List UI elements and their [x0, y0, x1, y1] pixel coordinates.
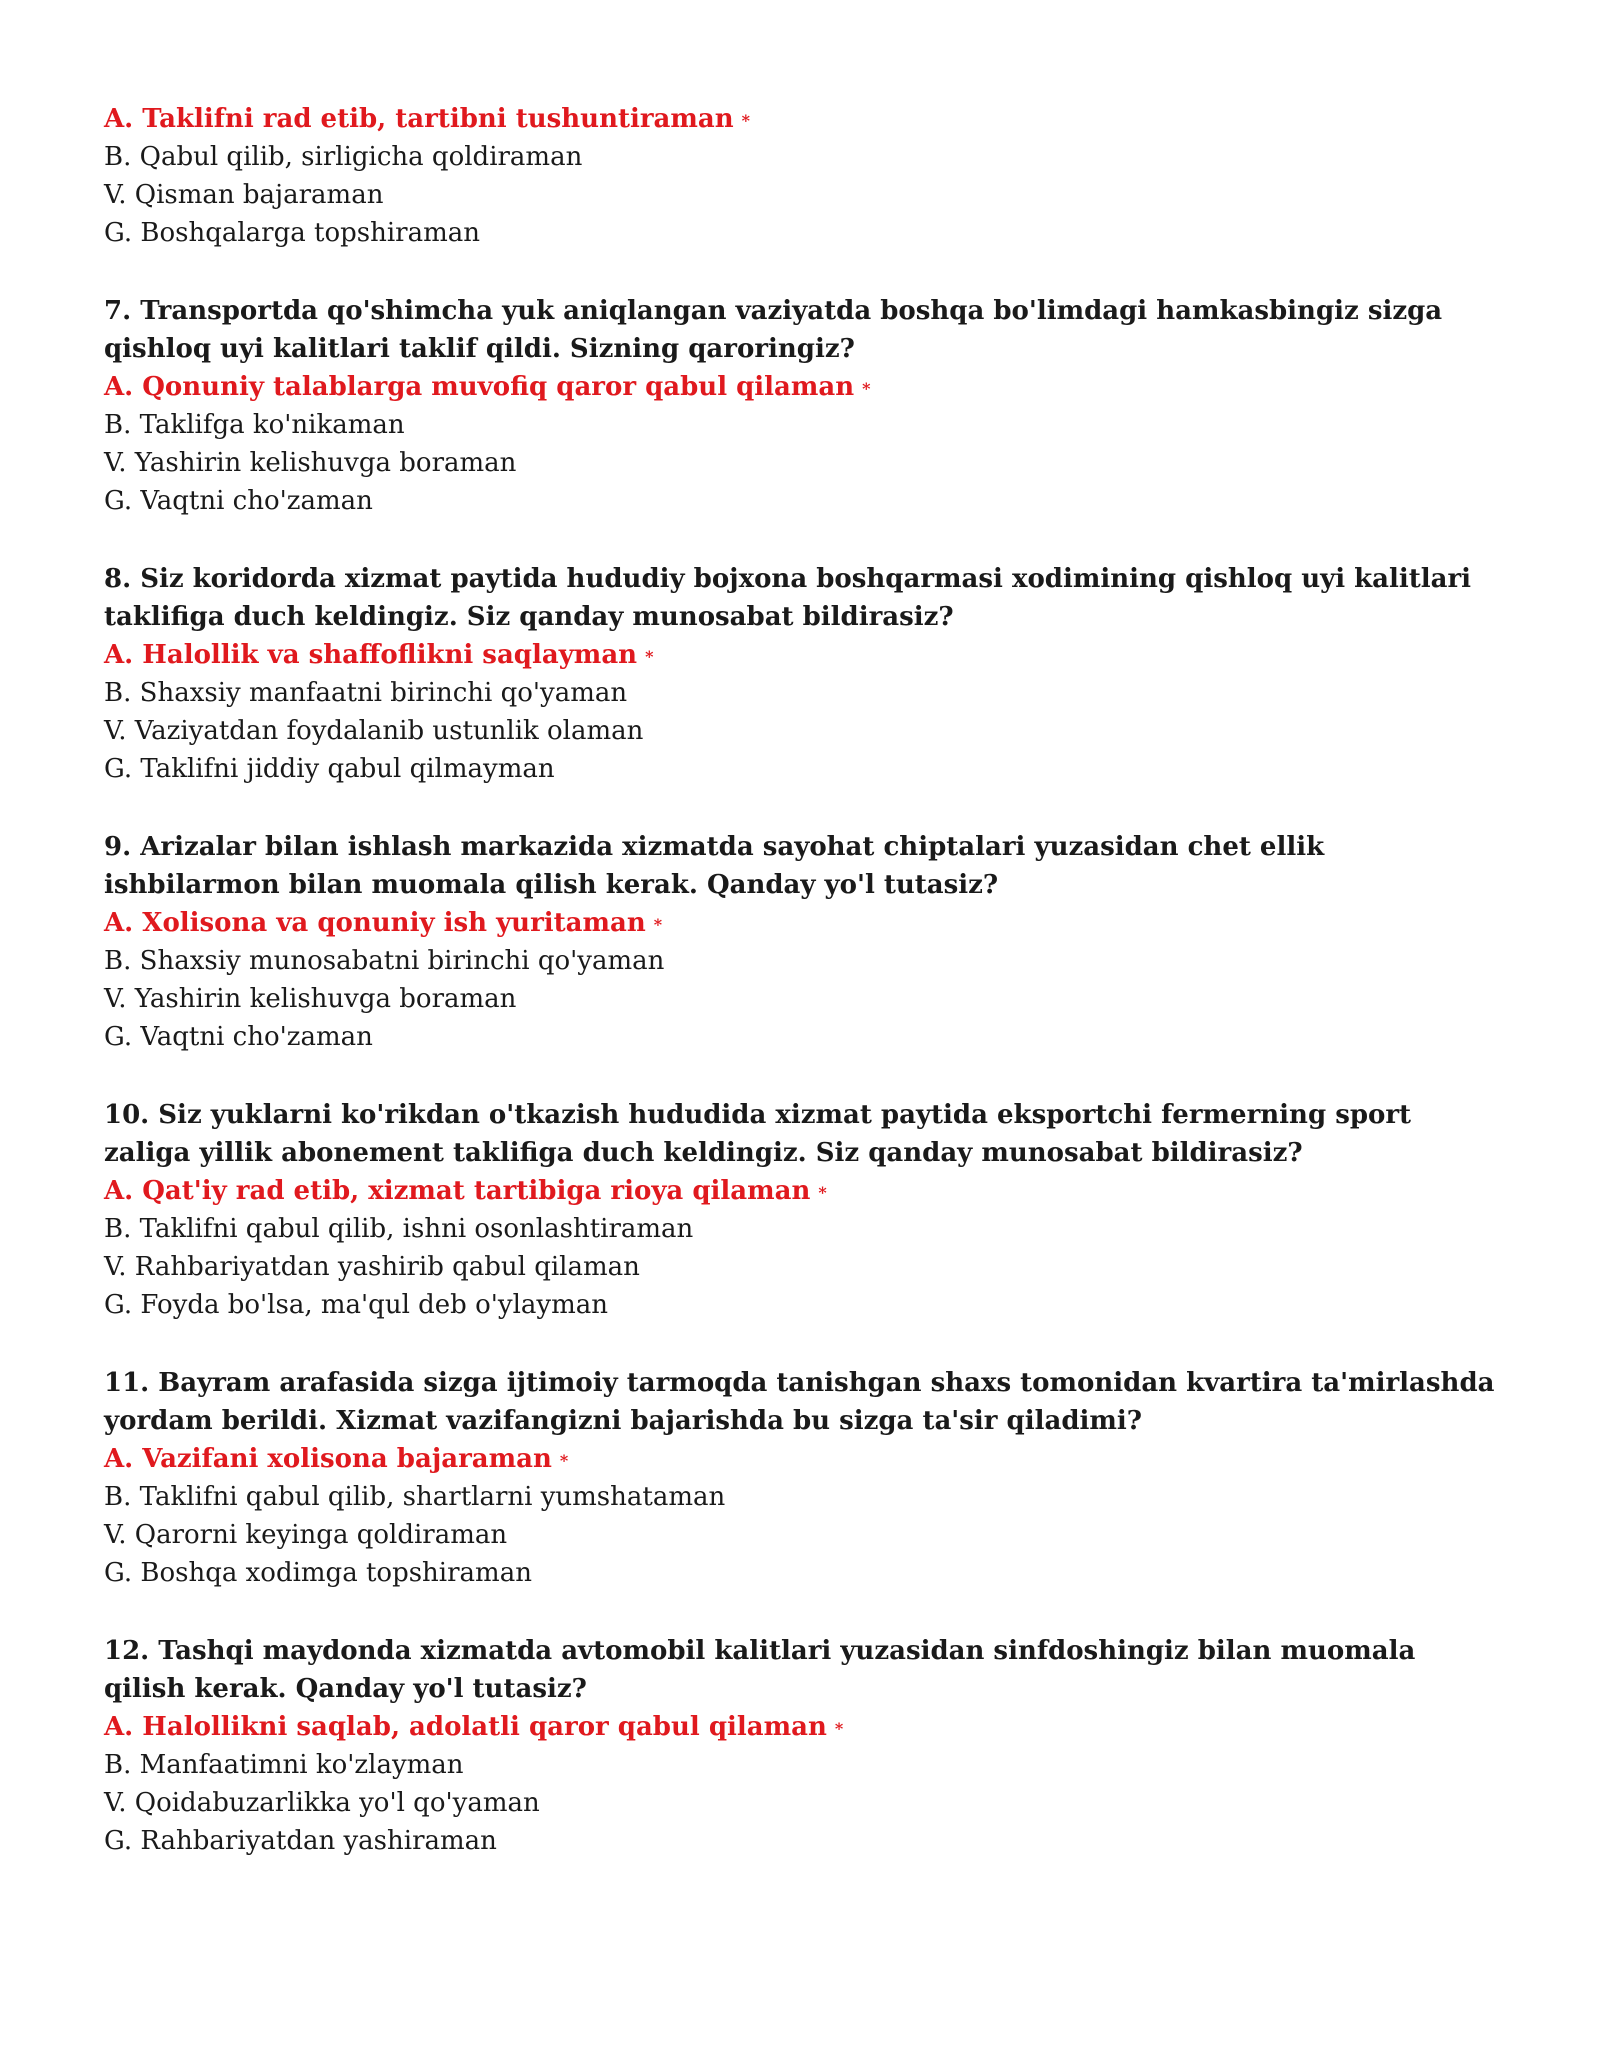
- correct-marker: *: [834, 1719, 844, 1738]
- question-text: 10. Siz yuklarni ko'rikdan o'tkazish hududida xizmat paytida eksportchi fermerning sport zaliga yillik abonement taklifiga duch keldingiz. Siz qanday munosabat bildirasiz?: [104, 1100, 1412, 1168]
- correct-marker: *: [862, 379, 871, 398]
- question-text: 11. Bayram arafasida sizga ijtimoiy tarmoqda tanishgan shaxs tomonidan kvartira ta'mirlashda yordam berildi. Xizmat vazifangizni bajarishda bu sizga ta'sir qiladimi?: [104, 1368, 1495, 1436]
- option: B. Shaxsiy munosabatni birinchi qo'yaman: [104, 946, 665, 976]
- option: V. Yashirin kelishuvga boraman: [104, 448, 517, 478]
- option: G. Vaqtni cho'zaman: [104, 486, 373, 516]
- question-block-7: [104, 292, 1504, 520]
- option: V. Qarorni keyinga qoldiraman: [104, 1520, 508, 1550]
- option: B. Taklifni qabul qilib, ishni osonlashtiraman: [104, 1214, 694, 1244]
- option: V. Yashirin kelishuvga boraman: [104, 984, 517, 1014]
- option: G. Boshqa xodimga topshiraman: [104, 1558, 532, 1588]
- question-block-partial: [104, 100, 1504, 252]
- correct-marker: *: [741, 111, 751, 130]
- correct-marker: *: [645, 647, 654, 666]
- option: G. Boshqalarga topshiraman: [104, 218, 480, 248]
- spacer: [104, 788, 1504, 828]
- option-correct: A. Qonuniy talablarga muvofiq qaror qabul qilaman *: [104, 372, 871, 402]
- question-block-9: [104, 828, 1504, 1056]
- option: B. Taklifni qabul qilib, shartlarni yumshataman: [104, 1482, 726, 1512]
- option-correct: A. Halollik va shaffoflikni saqlayman *: [104, 640, 654, 670]
- question-block-11: [104, 1364, 1504, 1592]
- question-text: 8. Siz koridorda xizmat paytida hududiy bojxona boshqarmasi xodimining qishloq uyi kalitlari taklifiga duch keldingiz. Siz qanday munosabat bildirasiz?: [104, 564, 1472, 632]
- option-correct: A. Vazifani xolisona bajaraman *: [104, 1444, 569, 1474]
- option-correct: A. Xolisona va qonuniy ish yuritaman *: [104, 908, 663, 938]
- spacer: [104, 1324, 1504, 1364]
- question-text: 12. Tashqi maydonda xizmatda avtomobil kalitlari yuzasidan sinfdoshingiz bilan muomala qilish kerak. Qanday yo'l tutasiz?: [104, 1636, 1416, 1704]
- option: B. Qabul qilib, sirligicha qoldiraman: [104, 142, 583, 172]
- option: B. Shaxsiy manfaatni birinchi qo'yaman: [104, 678, 628, 708]
- option: B. Manfaatimni ko'zlayman: [104, 1750, 464, 1780]
- question-block-8: [104, 560, 1504, 788]
- option: G. Vaqtni cho'zaman: [104, 1022, 373, 1052]
- spacer: [104, 252, 1504, 292]
- option: G. Foyda bo'lsa, ma'qul deb o'ylayman: [104, 1290, 608, 1320]
- option: B. Taklifga ko'nikaman: [104, 410, 405, 440]
- spacer: [104, 1056, 1504, 1096]
- document-page: [104, 100, 1504, 1860]
- option-correct: A. Taklifni rad etib, tartibni tushuntiraman *: [104, 104, 751, 134]
- correct-marker: *: [653, 915, 663, 934]
- spacer: [104, 1592, 1504, 1632]
- question-text: 7. Transportda qo'shimcha yuk aniqlangan vaziyatda boshqa bo'limdagi hamkasbingiz sizga qishloq uyi kalitlari taklif qildi. Sizning qaroringiz?: [104, 296, 1443, 364]
- option: V. Qisman bajaraman: [104, 180, 384, 210]
- question-text: 9. Arizalar bilan ishlash markazida xizmatda sayohat chiptalari yuzasidan chet ellik ishbilarmon bilan muomala qilish kerak. Qanday yo'l tutasiz?: [104, 832, 1325, 900]
- option: V. Qoidabuzarlikka yo'l qo'yaman: [104, 1788, 540, 1818]
- option-correct: A. Halollikni saqlab, adolatli qaror qabul qilaman *: [104, 1712, 844, 1742]
- option: G. Taklifni jiddiy qabul qilmayman: [104, 754, 555, 784]
- option: V. Rahbariyatdan yashirib qabul qilaman: [104, 1252, 640, 1282]
- question-block-12: [104, 1632, 1504, 1860]
- correct-marker: *: [559, 1451, 569, 1470]
- option: V. Vaziyatdan foydalanib ustunlik olaman: [104, 716, 644, 746]
- question-block-10: [104, 1096, 1504, 1324]
- correct-marker: *: [818, 1183, 827, 1202]
- option-correct: A. Qat'iy rad etib, xizmat tartibiga rioya qilaman *: [104, 1176, 827, 1206]
- option: G. Rahbariyatdan yashiraman: [104, 1826, 497, 1856]
- spacer: [104, 520, 1504, 560]
